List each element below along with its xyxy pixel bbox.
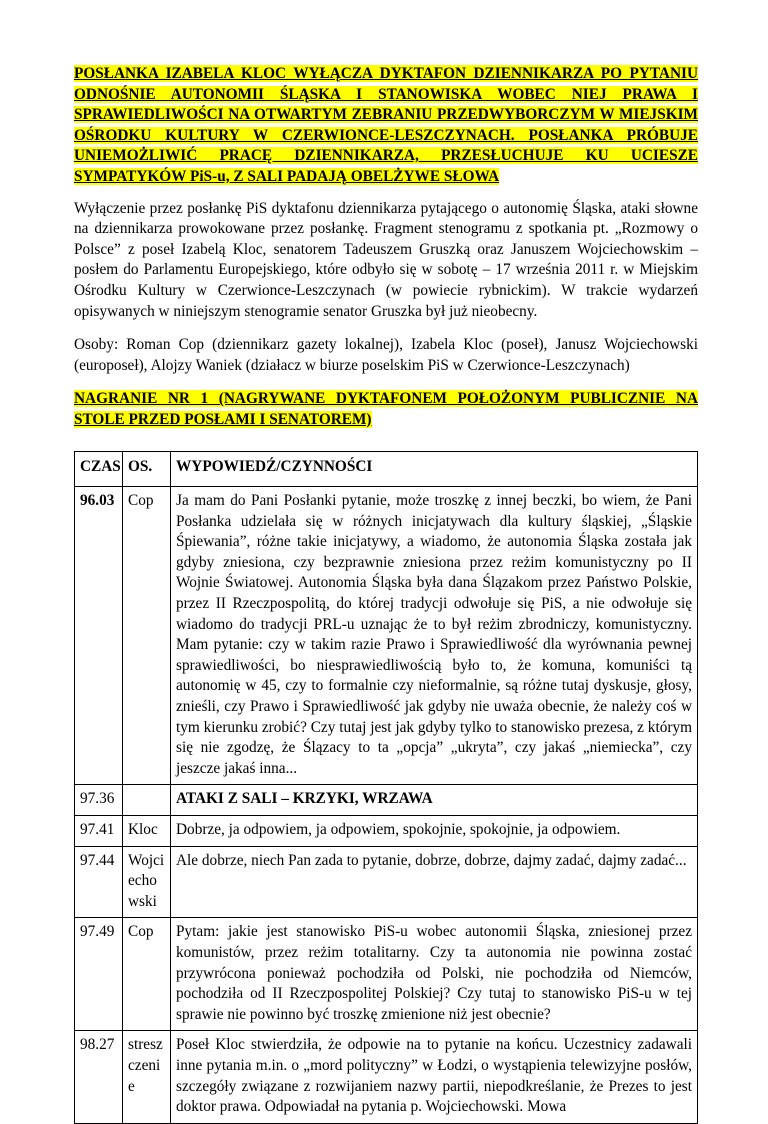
document-page [74, 64, 698, 1124]
header-time: CZAS [75, 451, 123, 487]
row-time: 97.41 [75, 816, 123, 847]
row-speaker: Wojciechowski [123, 846, 171, 918]
row-time: 97.36 [75, 785, 123, 816]
recording-title-text: NAGRANIE NR 1 (NAGRYWANE DYKTAFONEM POŁOŻONYM PUBLICZNIE NA STOLE PRZED POSŁAMI I SENATOREM) [74, 390, 698, 428]
row-text: ATAKI Z SALI – KRZYKI, WRZAWA [171, 785, 698, 816]
table-row [75, 487, 698, 785]
row-speaker: Kloc [123, 816, 171, 847]
row-text: Pytam: jakie jest stanowisko PiS-u wobec autonomii Śląska, zniesionej przez komunistów, przez reżim totalitarny. Czy ta autonomia nie powinna zostać przywrócona ponieważ pochodziła od Polski, nie pochodziła od Niemców, pochodziła od II Rzeczpospolitej Polskiej? Czy tutaj to stanowisko PiS-u w tej sprawie nie powinno być troszkę zmienione niż jest obecnie? [171, 918, 698, 1031]
row-text: Ja mam do Pani Posłanki pytanie, może troszkę z innej beczki, bo wiem, że Pani Posłanka udzielała się w różnych inicjatywach dla kultury śląskiej, „Śląskie Śpiewania”, różne takie inicjatywy, a wiadomo, że autonomia Śląska została jak gdyby zniesiona, czy bezprawnie zniesiona przez reżim komunistyczny po II Wojnie Światowej. Autonomia Śląska była dana Ślązakom przez Państwo Polskie, przez II Rzeczpospolitą, do której tradycji odwołuje się PiS, a nie odwołuje się wiadomo do tradycji PRL-u uznając że to był reżim zbrodniczy, komunistyczny. Mam pytanie: czy w takim razie Prawo i Sprawiedliwość dla wyrównania pewnej sprawiedliwości, bo niesprawiedliwością było to, że komuna, komuniści tą autonomię w 45, czy to formalnie czy nieformalnie, są różne tutaj dyskusje, głosy, znieśli, czy Prawo i Sprawiedliwość jak gdyby nie uważa obecnie, że należy coś w tym kierunku zrobić? Czy tutaj jest jak gdyby tylko to stanowisko prezesa, z którym się nie zgodzę, że Ślązacy to ta „opcja” „ukryta”, czy jakaś „niemiecka”, czy jeszcze jakaś inna... [171, 487, 698, 785]
persons-paragraph: Osoby: Roman Cop (dziennikarz gazety lokalnej), Izabela Kloc (poseł), Janusz Wojciechowski (europoseł), Alojzy Waniek (działacz w biurze poselskim PiS w Czerwionce-Leszczynach) [74, 336, 698, 374]
row-speaker: Cop [123, 487, 171, 785]
row-speaker: streszczenie [123, 1031, 171, 1123]
row-time: 97.44 [75, 846, 123, 918]
table-row [75, 918, 698, 1031]
row-speaker: Cop [123, 918, 171, 1031]
intro-paragraph: Wyłączenie przez posłankę PiS dyktafonu dziennikarza pytającego o autonomię Śląska, ataki słowne na dziennikarza prowokowane przez posłankę. Fragment stenogramu z spotkania pt. „Rozmowy o Polsce” z poseł Izabelą Kloc, senatorem Tadeuszem Gruszką oraz Januszem Wojciechowskim – posłem do Parlamentu Europejskiego, które odbyło się w sobotę – 17 września 2011 r. w Miejskim Ośrodku Kultury w Czerwionce-Leszczynach (w powiecie rybnickim). W trakcie wydarzeń opisywanych w niniejszym stenogramie senator Gruszka był już nieobecny. [74, 199, 698, 320]
table-row [75, 1031, 698, 1123]
row-speaker [123, 785, 171, 816]
table-row [75, 785, 698, 816]
row-text: Ale dobrze, niech Pan zada to pytanie, dobrze, dobrze, dajmy zadać, dajmy zadać... [171, 846, 698, 918]
row-time: 96.03 [75, 487, 123, 785]
table-row [75, 816, 698, 847]
recording-title [74, 389, 698, 430]
row-time: 97.49 [75, 918, 123, 1031]
transcript-table [74, 451, 698, 1124]
document-title [74, 64, 698, 188]
header-speaker: OS. [123, 451, 171, 487]
row-time: 98.27 [75, 1031, 123, 1123]
table-row [75, 846, 698, 918]
row-text: Poseł Kloc stwierdziła, że odpowie na to pytanie na końcu. Uczestnicy zadawali inne pytania m.in. o „mord polityczny” w Łodzi, o wystąpienia telewizyjne posłów, szczegóły związane z rozwijaniem nazwy partii, niepodkreślanie, że Prezes to jest doktor prawa. Odpowiadał na pytania p. Wojciechowski. Mowa [171, 1031, 698, 1123]
row-text: Dobrze, ja odpowiem, ja odpowiem, spokojnie, spokojnie, ja odpowiem. [171, 816, 698, 847]
document-title-text: POSŁANKA IZABELA KLOC WYŁĄCZA DYKTAFON DZIENNIKARZA PO PYTANIU ODNOŚNIE AUTONOMII ŚLĄSKA I STANOWISKA WOBEC NIEJ PRAWA I SPRAWIEDLIWOŚCI NA OTWARTYM ZEBRANIU PRZEDWYBORCZYM W MIEJSKIM OŚRODKU KULTURY W CZERWIONCE-LESZCZYNACH. POSŁANKA PRÓBUJE UNIEMOŻLIWIĆ PRACĘ DZIENNIKARZA, PRZESŁUCHUJE KU UCIESZE SYMPATYKÓW PiS-u, Z SALI PADAJĄ OBELŻYWE SŁOWA [74, 65, 698, 185]
table-header-row [75, 451, 698, 487]
header-statement: WYPOWIEDŹ/CZYNNOŚCI [171, 451, 698, 487]
